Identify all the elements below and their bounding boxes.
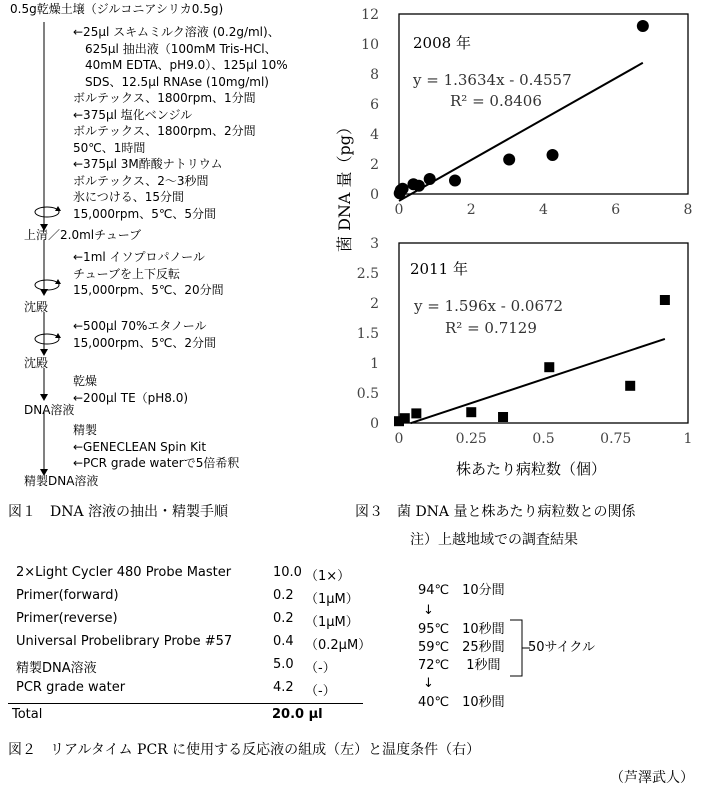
reagent-volume: 5.0 [273,657,294,672]
scatter-charts [320,0,705,490]
step: 50℃、1時間 [73,140,146,155]
x-tick-label: 0.25 [455,431,487,447]
reagent-volume: 0.2 [273,588,294,603]
reagent-name: Primer(forward) [16,588,119,603]
step: 40mM EDTA、pH9.0）、125μl 10% [85,58,288,72]
x-tick-label: 2 [466,202,476,218]
data-point [637,20,649,32]
reagent-concentration: （0.2μM） [305,638,372,653]
regression-equation: y = 1.3634x - 0.4557 [413,71,572,89]
data-point [547,149,559,161]
y-tick-label: 4 [370,127,379,143]
total-label: Total [12,707,43,722]
y-tick-label: 2 [370,296,379,312]
step: 15,000rpm、5℃、20分間 [73,283,224,297]
reagent-name: Primer(reverse) [16,611,118,626]
chart-title: 2011 年 [410,260,468,278]
step: ←200μl TE（pH8.0) [73,390,189,405]
step: ←375μl 3M酢酸ナトリウム [73,157,223,171]
data-point [498,412,508,422]
data-point [424,173,436,185]
purify-steps [73,422,239,472]
cycle-step: 59℃ 25秒間 [418,640,505,655]
y-tick-label: 3 [370,236,379,252]
reagent-concentration: （-） [305,684,336,699]
step: ボルテックス、1800rpm、1分間 [73,91,256,105]
data-point [625,381,635,391]
precipitate-label: 沈殿 [24,356,49,370]
step: ←25μl スキムミルク溶液 (0.2g/ml)、 [73,25,280,39]
fig2-caption: 図２ リアルタイム PCR に使用する反応液の組成（左）と温度条件（右） [8,742,481,758]
step: ←GENECLEAN Spin Kit [73,439,207,454]
reagent-volume: 0.4 [273,634,294,649]
data-point [660,295,670,305]
fig1-caption: 図１ DNA 溶液の抽出・精製手順 [8,504,229,520]
x-tick-label: 0.5 [532,431,555,447]
y-tick-label: 12 [361,7,379,23]
cycle-count: 50サイクル [528,640,595,655]
step: ←375μl 塩化ベンジル [73,107,193,122]
reagent-volume: 10.0 [273,565,302,580]
chart-2011 [357,236,693,447]
data-point [503,154,515,166]
y-tick-label: 0.5 [356,386,379,402]
x-tick-label: 4 [539,202,548,218]
y-axis-label: 菌 DNA 量（pg） [335,118,354,252]
reagent-concentration: （1μM） [305,615,359,630]
step: 15,000rpm、5℃、5分間 [73,206,216,221]
reagent-name: 精製DNA溶液 [16,661,97,676]
y-tick-label: 2.5 [356,266,379,282]
x-tick-label: 1 [683,431,693,447]
x-axis-label: 株あたり病粒数（個） [456,460,607,478]
extraction-steps [73,24,288,222]
reagent-concentration: （1×） [305,569,351,584]
purified-dna-label: 精製DNA溶液 [24,474,99,488]
step: ボルテックス、1800rpm、2分間 [73,124,256,138]
data-point [466,407,476,417]
final-hold: 40℃ 10秒間 [418,695,505,710]
step: ←PCR grade waterで5倍希釈 [73,456,240,470]
x-tick-label: 6 [611,202,621,218]
supernatant-label: 上清／2.0mlチューブ [24,228,142,242]
reagent-name: Universal Probelibrary Probe #57 [16,634,233,649]
r-squared: R² = 0.8406 [450,92,542,110]
step: SDS、12.5μl RNAse (10mg/ml) [85,74,269,89]
ethanol-steps [73,318,216,351]
cycle-step: 72℃ 1秒間 [418,658,501,673]
x-tick-label: 0 [394,431,404,447]
y-tick-label: 2 [370,157,379,173]
cycle-step: 95℃ 10秒間 [418,622,505,637]
step: 15,000rpm、5℃、2分間 [73,335,216,350]
y-tick-label: 1.5 [356,326,379,342]
initial-denature: 94℃ 10分間 [418,583,505,598]
chart-title: 2008 年 [413,34,471,52]
data-point [544,362,554,372]
step: ←500μl 70%エタノール [73,319,207,333]
step: ボルテックス、2～3秒間 [73,173,209,188]
reagent-volume: 0.2 [273,611,294,626]
step: 氷につける、15分間 [73,190,185,204]
chart-2008 [361,7,692,218]
down-arrow: ↓ [423,603,434,618]
y-tick-label: 10 [361,37,379,53]
reagent-volume: 4.2 [273,680,294,695]
x-tick-label: 8 [683,202,693,218]
dna-solution-label: DNA溶液 [24,403,75,417]
regression-equation: y = 1.596x - 0.0672 [414,297,564,315]
data-point [400,413,410,423]
fig3-caption: 図３ 菌 DNA 量と株あたり病粒数との関係 [355,504,636,520]
data-point [449,175,461,187]
soil-sample: 0.5g乾燥土壌（ジルコニアシリカ0.5g) [10,2,224,16]
reagent-concentration: （1μM） [305,592,359,607]
reagent-name: 2×Light Cycler 480 Probe Master [16,565,232,580]
step: ←1ml イソプロパノール [73,250,205,264]
dry-steps [73,373,188,406]
data-point [413,180,425,192]
x-tick-label: 0.75 [600,431,632,447]
precipitate-label: 沈殿 [24,300,49,314]
step: 625μl 抽出液（100mM Tris-HCl、 [85,41,277,56]
y-tick-label: 1 [370,356,379,372]
y-tick-label: 8 [370,67,379,83]
down-arrow: ↓ [423,676,434,691]
x-tick-label: 0 [394,202,404,218]
step: 精製 [73,423,98,437]
total-value: 20.0 μl [272,707,323,722]
reagent-concentration: （-） [305,661,336,676]
step: チューブを上下反転 [73,266,181,281]
step: 乾燥 [73,374,98,388]
author: （芦澤武人） [610,770,694,786]
fig3-note: 注）上越地域での調査結果 [410,532,578,548]
data-point [397,183,409,195]
r-squared: R² = 0.7129 [445,319,537,337]
data-point [411,408,421,418]
reagent-name: PCR grade water [16,680,126,695]
y-tick-label: 0 [370,187,379,203]
y-tick-label: 6 [370,97,379,113]
isopropanol-steps [73,249,224,299]
table-divider [8,703,363,704]
y-tick-label: 0 [370,416,379,432]
